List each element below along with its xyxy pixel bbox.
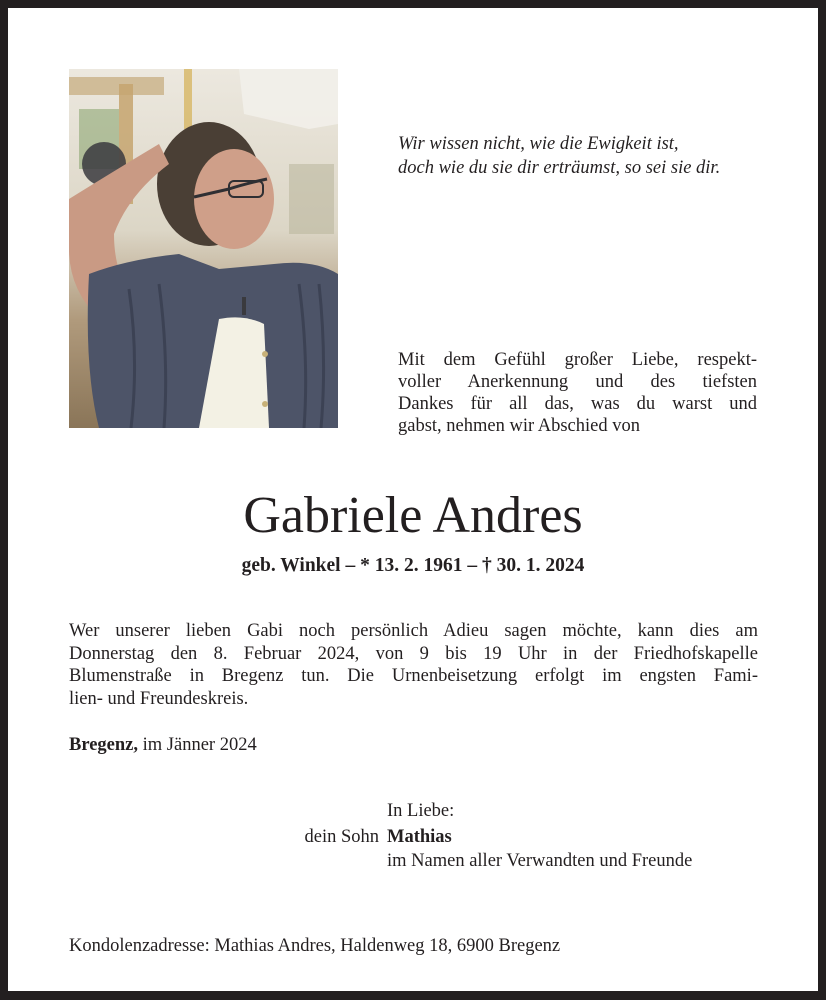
deceased-dates: geb. Winkel – * 13. 2. 1961 – † 30. 1. 2024 xyxy=(241,555,585,576)
place-and-date xyxy=(69,733,257,757)
announcement-paragraph xyxy=(69,620,758,710)
intro-line: Mit dem Gefühl großer Liebe, respekt- xyxy=(398,350,757,370)
quote-line-1: Wir wissen nicht, wie die Ewigkeit ist, xyxy=(398,134,679,154)
signature-family: im Namen aller Verwandten und Freunde xyxy=(387,851,693,871)
signature-in-love: In Liebe: xyxy=(387,801,455,821)
intro-line: gabst, nehmen wir Abschied von xyxy=(398,416,640,436)
date: im Jänner 2024 xyxy=(138,735,257,755)
intro-line: voller Anerkennung und des tiefsten xyxy=(398,372,757,392)
intro-line: Dankes für all das, was du warst und xyxy=(398,394,757,414)
place: Bregenz, xyxy=(69,735,139,755)
announcement-line: Donnerstag den 8. Februar 2024, von 9 bis 19 Uhr in der Friedhofskapelle xyxy=(69,643,758,664)
deceased-name: Gabriele Andres xyxy=(243,487,583,544)
signature-son-name: Mathias xyxy=(387,827,452,847)
announcement-line: Blumenstraße in Bregenz tun. Die Urnenbeisetzung erfolgt im engsten Fami- xyxy=(69,666,758,686)
announcement-line: lien- und Freundeskreis. xyxy=(69,688,249,709)
portrait-illustration xyxy=(69,69,338,428)
epitaph-quote xyxy=(398,132,778,180)
signature-son-prefix: dein Sohn xyxy=(304,827,379,847)
quote-line-2: doch wie du sie dir erträumst, so sei sie dir. xyxy=(398,158,721,178)
obituary-page xyxy=(8,8,818,991)
intro-paragraph xyxy=(398,349,757,437)
announcement-line: Wer unserer lieben Gabi noch persönlich Adieu sagen möchte, kann dies am xyxy=(69,621,758,641)
portrait-photo xyxy=(69,69,338,428)
condolence-address: Kondolenzadresse: Mathias Andres, Haldenweg 18, 6900 Bregenz xyxy=(69,936,561,956)
